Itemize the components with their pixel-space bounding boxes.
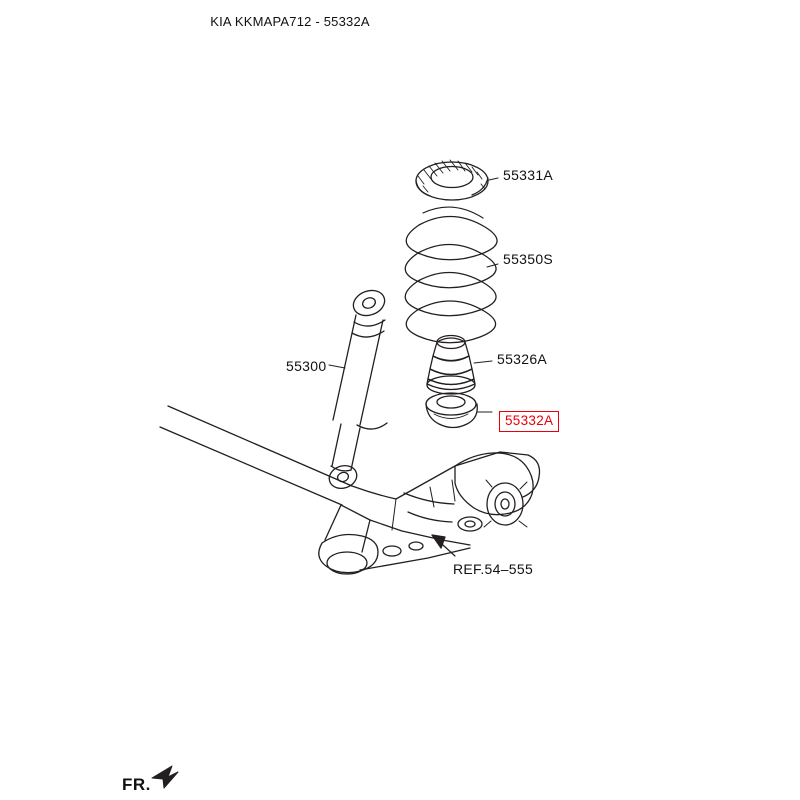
ref-arrow [432, 535, 455, 556]
part-55326A-drawing [427, 336, 475, 395]
part-55331A-drawing [416, 160, 488, 200]
fr-direction-arrow [152, 766, 178, 788]
part-55332A-drawing [426, 393, 477, 428]
front-direction-label: FR. [122, 775, 151, 794]
rear-axle-assembly-drawing [160, 406, 540, 574]
part-55350S-drawing [405, 207, 497, 343]
part-label-55300[interactable]: 55300 [286, 358, 327, 374]
part-label-55350S[interactable]: 55350S [503, 251, 554, 267]
part-label-55331A[interactable]: 55331A [503, 167, 554, 183]
part-label-ref-54-555[interactable]: REF.54–555 [453, 561, 534, 577]
part-label-55326A[interactable]: 55326A [497, 351, 548, 367]
part-label-55332A-highlighted[interactable]: 55332A [499, 411, 559, 432]
page-title: KIA KKMAPA712 - 55332A [210, 14, 370, 29]
part-55300-drawing [326, 286, 388, 492]
